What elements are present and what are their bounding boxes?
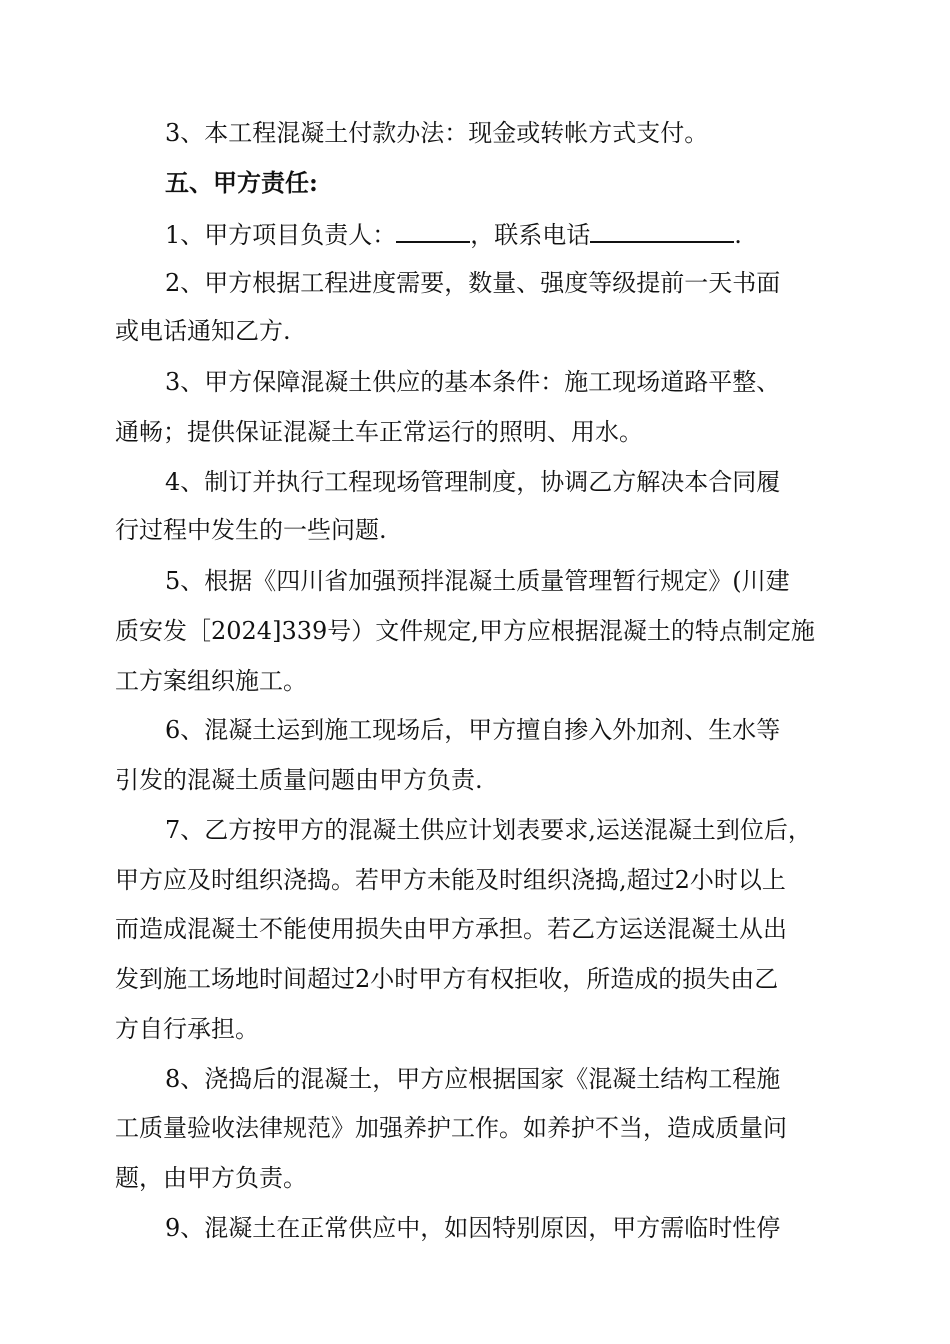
clause-8-line-2: 工质量验收法律规范》加强养护工作。如养护不当，造成质量问 (115, 1114, 787, 1142)
clause-1-contact (0, 215, 950, 251)
phone-label: ，联系电话 (470, 221, 591, 249)
section-heading-party-a-duties: 五、甲方责任: (165, 168, 318, 197)
clause-6-line-1: 6、混凝土运到施工现场后，甲方擅自掺入外加剂、生水等 (165, 716, 781, 744)
contact-end: . (734, 221, 742, 249)
clause-2-line-2: 或电话通知乙方. (115, 317, 291, 345)
clause-8-line-3: 题，由甲方负责。 (115, 1164, 307, 1192)
clause-7-line-4: 发到施工场地时间超过2小时甲方有权拒收，所造成的损失由乙 (115, 965, 779, 993)
clause-7-line-3: 而造成混凝土不能使用损失由甲方承担。若乙方运送混凝土从出 (115, 915, 787, 943)
clause-7-line-1: 7、乙方按甲方的混凝土供应计划表要求,运送混凝土到位后， (165, 816, 812, 844)
contact-colon: ： (372, 221, 397, 249)
clause-4-line-2: 行过程中发生的一些问题. (115, 516, 387, 544)
clause-9-line-1: 9、混凝土在正常供应中，如因特别原因，甲方需临时性停 (165, 1214, 781, 1242)
clause-5-line-2: 质安发［2024]339号）文件规定,甲方应根据混凝土的特点制定施 (115, 617, 815, 645)
clause-5-line-1: 5、根据《四川省加强预拌混凝土质量管理暂行规定》(川建 (165, 567, 790, 595)
clause-6-line-2: 引发的混凝土质量问题由甲方负责. (115, 766, 483, 794)
clause-7-line-2: 甲方应及时组织浇捣。若甲方未能及时组织浇捣,超过2小时以上 (115, 866, 786, 894)
clause-3-line-1: 3、甲方保障混凝土供应的基本条件：施工现场道路平整、 (165, 368, 781, 396)
clause-5-line-3: 工方案组织施工。 (115, 667, 307, 695)
clause-3-line-2: 通畅；提供保证混凝土车正常运行的照明、用水。 (115, 418, 643, 446)
clause-4-line-1: 4、制订并执行工程现场管理制度，协调乙方解决本合同履 (165, 468, 781, 496)
clause-2-line-1: 2、甲方根据工程进度需要，数量、强度等级提前一天书面 (165, 269, 781, 297)
contact-label: 1、甲方项目负责人 (165, 221, 373, 249)
clause-3-payment: 3、本工程混凝土付款办法：现金或转帐方式支付。 (165, 119, 709, 147)
phone-number-blank (590, 215, 734, 243)
clause-8-line-1: 8、浇捣后的混凝土，甲方应根据国家《混凝土结构工程施 (165, 1065, 781, 1093)
clause-7-line-5: 方自行承担。 (115, 1015, 259, 1043)
responsible-person-blank (396, 215, 470, 243)
